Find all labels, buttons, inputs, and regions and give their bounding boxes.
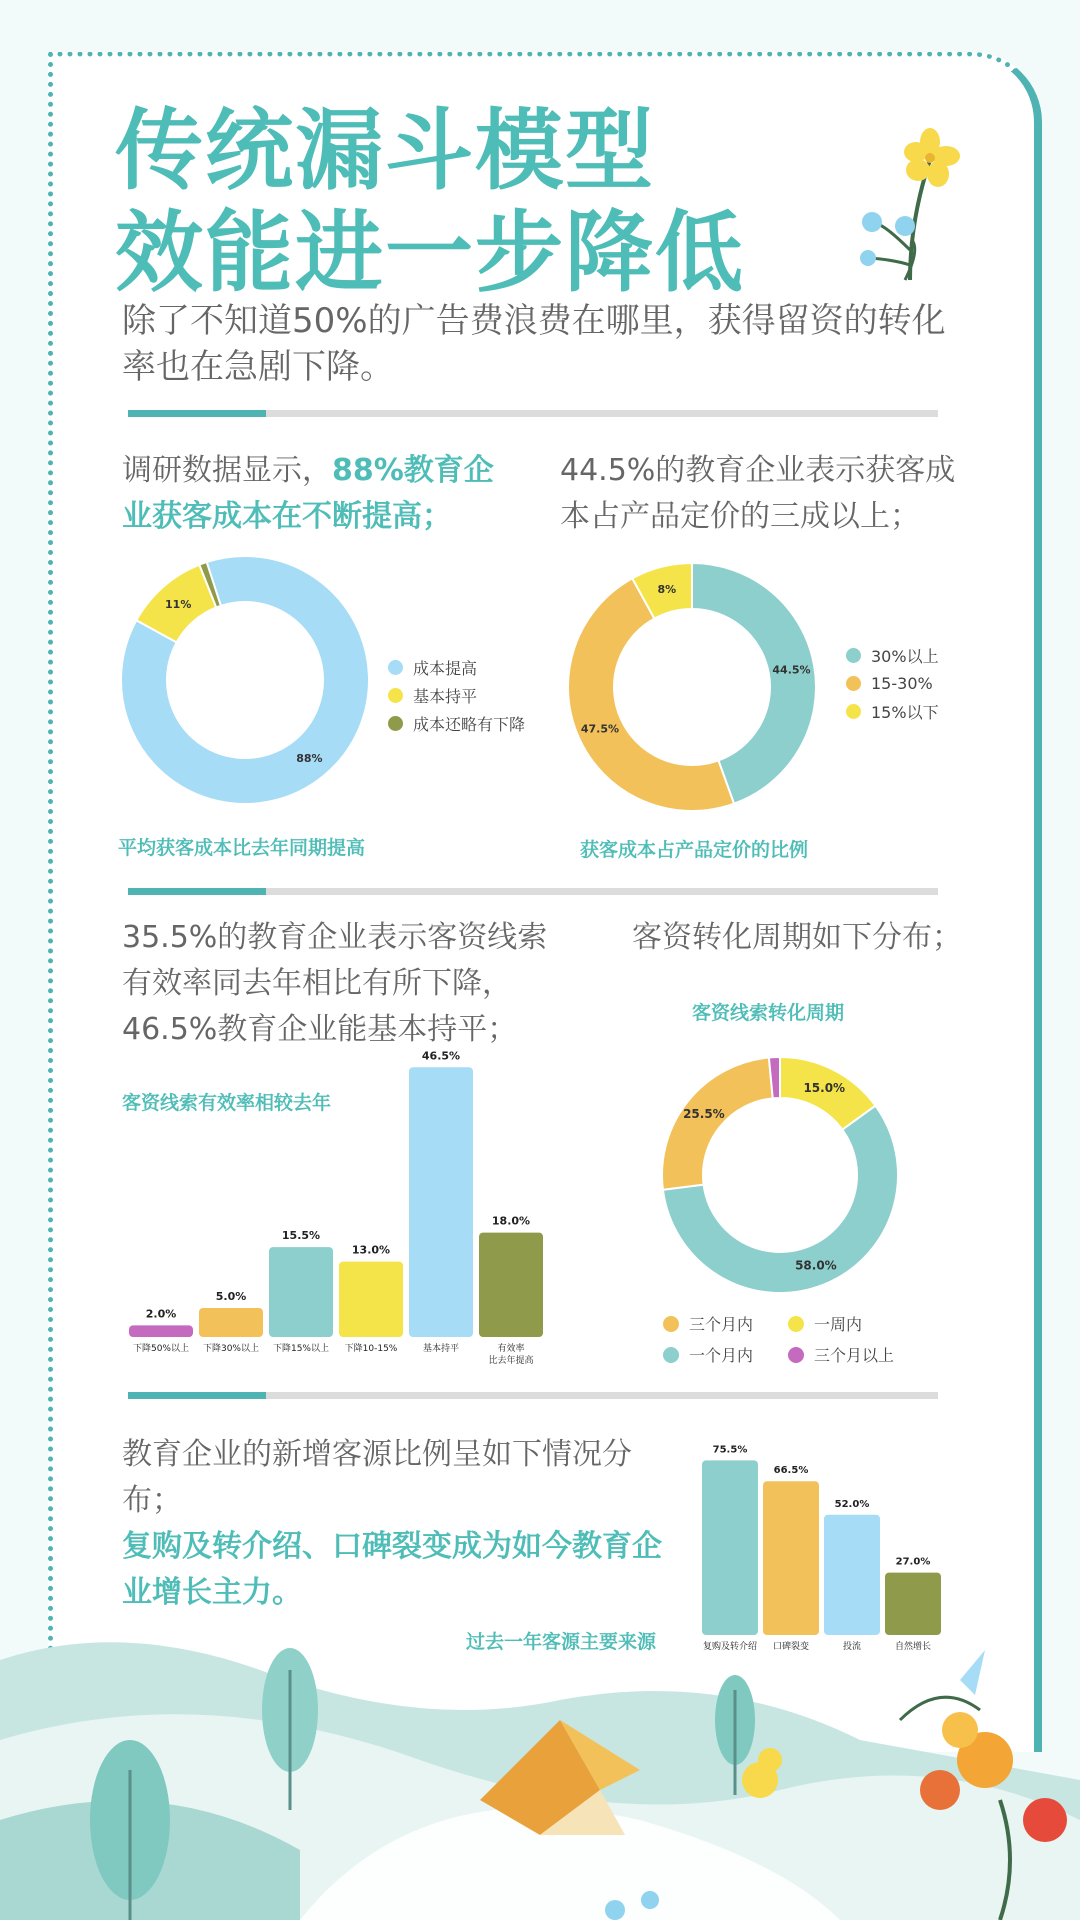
bar-value-label: 52.0% <box>834 1498 870 1510</box>
intro-text: 除了不知道50%的广告费浪费在哪里，获得留资的转化率也在急剧下降。 <box>122 301 946 387</box>
bar-chart-caption: 客资线索有效率相较去年 <box>122 1092 332 1114</box>
legend-item <box>846 669 939 697</box>
legend-label: 成本还略有下降 <box>413 714 526 734</box>
bar-value-label: 15.5% <box>281 1229 321 1243</box>
legend-item <box>388 681 525 709</box>
slice-label: 88% <box>296 751 323 765</box>
bar-value-label: 5.0% <box>215 1290 247 1303</box>
divider-1 <box>128 410 938 417</box>
chart1-caption: 平均获客成本比去年同期提高 <box>118 837 366 859</box>
donut-slice <box>662 1058 773 1190</box>
section2-left-text: 35.5%的教育企业表示客资线索有效率同去年相比有所下降，46.5%教育企业能基本持平； <box>122 920 548 1047</box>
legend-item <box>663 1312 788 1335</box>
legend-label: 一周内 <box>814 1315 863 1334</box>
bar-category-label: 口碑裂变 <box>772 1642 810 1652</box>
bar-category-label: 自然增长 <box>894 1642 932 1652</box>
legend-dot <box>388 660 403 675</box>
legend-label: 三个月内 <box>689 1315 754 1334</box>
chart2-caption: 获客成本占产品定价的比例 <box>580 839 809 861</box>
slice-label: 47.5% <box>580 722 620 736</box>
legend-item <box>788 1312 913 1335</box>
legend-dot <box>663 1347 679 1363</box>
legend-label: 三个月以上 <box>814 1346 895 1365</box>
legend-dot <box>788 1316 804 1332</box>
legend-dot <box>663 1316 679 1332</box>
bar-value-label: 66.5% <box>773 1465 809 1477</box>
slice-label: 15.0% <box>803 1081 846 1096</box>
page-title: 传统漏斗模型 效能进一步降低 <box>115 99 746 304</box>
slice-label: 11% <box>165 598 192 612</box>
legend-chart1 <box>388 653 525 737</box>
bar <box>199 1308 263 1337</box>
bar-value-label: 13.0% <box>351 1243 391 1257</box>
bar <box>269 1247 333 1337</box>
bar <box>702 1460 758 1635</box>
donut-chart-cost-increase <box>115 550 375 810</box>
bar-category-label: 比去年提高 <box>488 1356 534 1366</box>
bar <box>129 1325 193 1337</box>
flower-illustration <box>850 120 980 290</box>
legend-item <box>663 1343 788 1366</box>
bar-chart-lead-efficiency <box>115 1030 555 1370</box>
section3-text-a: 教育企业的新增客源比例呈如下情况分布； <box>122 1437 632 1518</box>
bar-category-label: 下降50%以上 <box>132 1344 190 1354</box>
bar-value-label: 2.0% <box>145 1307 177 1321</box>
legend-item <box>846 641 939 669</box>
legend-label: 成本提高 <box>413 658 478 678</box>
legend-item <box>788 1343 913 1366</box>
legend-dot <box>846 704 861 719</box>
slice-label: 58.0% <box>795 1258 837 1273</box>
legend-label: 一个月内 <box>689 1346 754 1365</box>
legend-label: 15-30% <box>871 673 933 693</box>
legend-label: 15%以下 <box>871 702 939 722</box>
donut-chart-conversion-cycle <box>660 1055 900 1295</box>
divider-2 <box>128 888 938 895</box>
legend-label: 30%以上 <box>871 646 939 666</box>
legend-item <box>388 709 525 737</box>
divider-3 <box>128 1392 938 1399</box>
bar <box>763 1481 819 1635</box>
bar-value-label: 27.0% <box>895 1556 931 1568</box>
section1-left-text <box>122 448 522 540</box>
section1-left-text-b: 88%教育企业获客成本在不断提高； <box>122 453 494 534</box>
bar-value-label: 75.5% <box>712 1444 748 1456</box>
section2-right-text: 客资转化周期如下分布； <box>632 920 962 955</box>
legend-dot <box>846 648 861 663</box>
bar <box>479 1233 543 1337</box>
section1-right-text: 44.5%的教育企业表示获客成本占产品定价的三成以上； <box>560 453 956 534</box>
bar-value-label: 46.5% <box>421 1049 461 1063</box>
source-chart-caption: 过去一年客源主要来源 <box>466 1631 657 1653</box>
legend-dot <box>388 716 403 731</box>
legend-dot <box>846 676 861 691</box>
legend-label: 基本持平 <box>413 686 478 706</box>
section3-text-b: 复购及转介绍、口碑裂变成为如今教育企业增长主力。 <box>122 1529 662 1610</box>
bar-category-label: 下降10-15% <box>344 1344 398 1354</box>
legend-chart4 <box>663 1312 913 1366</box>
bar <box>824 1515 880 1635</box>
bar-category-label: 复购及转介绍 <box>702 1642 758 1652</box>
legend-item <box>846 697 939 725</box>
slice-label: 25.5% <box>683 1107 725 1122</box>
donut-chart-cost-ratio <box>562 557 822 817</box>
legend-item <box>388 653 525 681</box>
bar-category-label: 有效率 <box>497 1344 525 1354</box>
bar <box>409 1067 473 1337</box>
section1-left-text-a: 调研数据显示， <box>122 453 332 488</box>
bar-category-label: 下降15%以上 <box>272 1344 330 1354</box>
legend-dot <box>788 1347 804 1363</box>
donut-chart-caption: 客资线索转化周期 <box>692 1002 845 1024</box>
section3-text <box>122 1432 682 1616</box>
bar <box>339 1262 403 1337</box>
legend-dot <box>388 688 403 703</box>
bar-category-label: 投流 <box>842 1642 862 1652</box>
bar-category-label: 基本持平 <box>422 1344 460 1354</box>
bar-category-label: 下降30%以上 <box>202 1344 260 1354</box>
legend-chart2 <box>846 641 939 725</box>
slice-label: 8% <box>657 583 677 597</box>
slice-label: 44.5% <box>772 663 811 677</box>
bar-value-label: 18.0% <box>491 1214 531 1228</box>
landscape-illustration <box>0 1620 1080 1920</box>
